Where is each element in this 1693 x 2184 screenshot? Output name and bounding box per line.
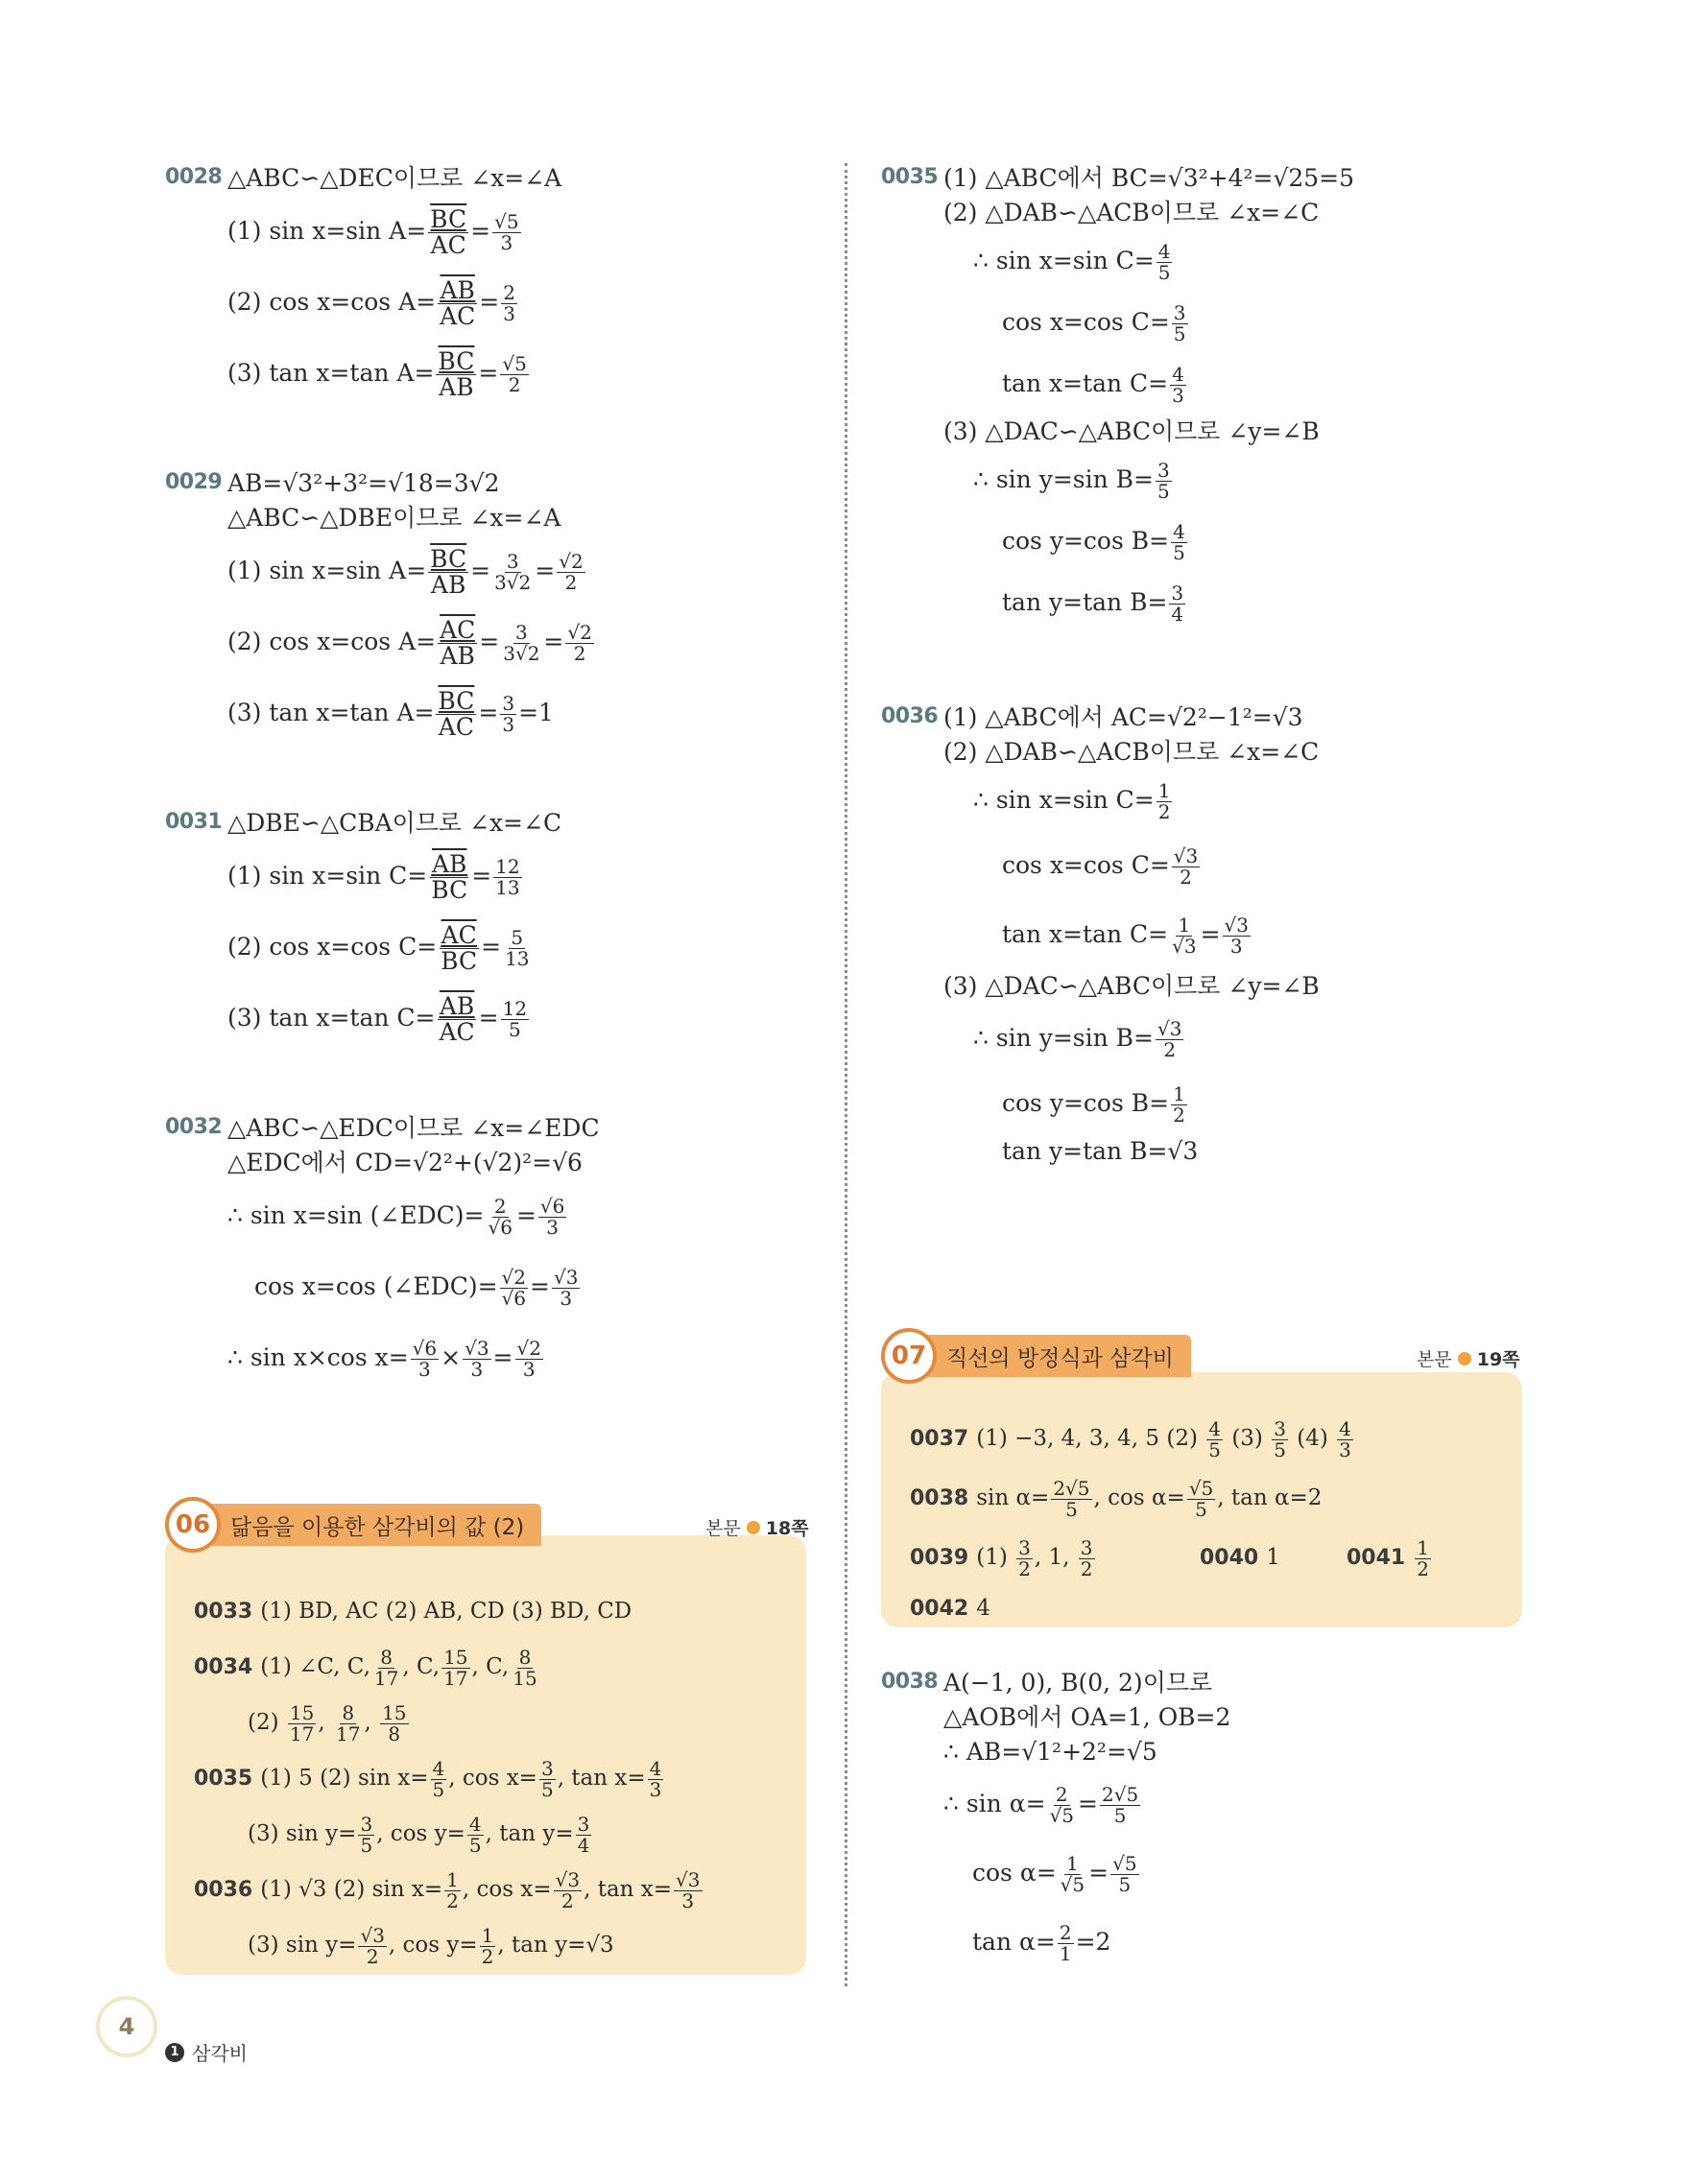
answer-row-0033: 0033 (1) BD, AC (2) AB, CD (3) BD, CD bbox=[194, 1599, 632, 1624]
solution-0028 bbox=[165, 161, 808, 409]
solution-line: △AOB에서 OA=1, OB=2 bbox=[943, 1703, 1231, 1731]
section-header-07 bbox=[881, 1330, 1191, 1382]
solution-line: cos y=cos B= $\frac{1}{2}$ bbox=[1002, 1082, 1185, 1127]
solution-line: (1) △ABC에서 BC=√3²+4²=√25=5 bbox=[943, 164, 1355, 192]
left-column bbox=[165, 161, 808, 1393]
solution-line: ∴ sin α= $\frac{2}{√5}$ = $\frac{2√5}{5}$ bbox=[943, 1783, 1139, 1827]
solution-line: ∴ sin x=sin (∠EDC)= $\frac{2}{√6}$ = $\frac{√6}{3}$ bbox=[227, 1195, 565, 1239]
solution-line: (1) sin x=sin A= $\frac{\overline{BC}}{AC}$ = $\frac{√5}{3}$ bbox=[227, 204, 519, 259]
solution-0035 bbox=[881, 161, 1534, 633]
answer-row-0034-2: (2) $\frac{15}{17}$ , $\frac{8}{17}$ , $\frac{15}{8}$ bbox=[248, 1700, 407, 1745]
solution-line: (2) cos x=cos A= $\frac{\overline{AC}}{AB}$ = $\frac{3}{3√2}$ = $\frac{√2}{2}$ bbox=[227, 615, 592, 670]
chapter-title: 삼각비 bbox=[192, 2042, 248, 2065]
solution-line: tan x=tan C= $\frac{4}{3}$ bbox=[1002, 363, 1184, 407]
solution-line: ∴ sin y=sin B= $\frac{√3}{2}$ bbox=[973, 1017, 1182, 1061]
problem-number: 0032 bbox=[165, 1115, 223, 1139]
answer-box-06 bbox=[165, 1535, 806, 1975]
solution-0038 bbox=[881, 1666, 1534, 1977]
solution-line: tan x=tan C= $\frac{1}{√3}$ = $\frac{√3}{3}$ bbox=[1002, 914, 1250, 958]
solution-line: cos α= $\frac{1}{√5}$ = $\frac{√5}{5}$ bbox=[972, 1852, 1137, 1896]
section-badge: 07 bbox=[881, 1328, 937, 1384]
solution-line: (3) △DAC∽△ABC이므로 ∠y=∠B bbox=[943, 972, 1320, 1000]
solution-line: ∴ sin x=sin C= $\frac{1}{2}$ bbox=[973, 779, 1171, 823]
solution-line: (3) tan x=tan A= $\frac{\overline{BC}}{AC}$ = $\frac{3}{3}$ =1 bbox=[227, 686, 554, 741]
page-reference: 본문 19쪽 bbox=[1417, 1349, 1520, 1370]
answer-0040: 0040 1 bbox=[1200, 1545, 1280, 1570]
solution-line: (3) tan x=tan C= $\frac{\overline{AB}}{AC}$ = $\frac{12}{5}$ bbox=[227, 991, 528, 1046]
solution-line: tan y=tan B= $\frac{3}{4}$ bbox=[1002, 582, 1184, 626]
arrow-circle-icon bbox=[1458, 1352, 1471, 1365]
problem-number: 0029 bbox=[165, 470, 223, 494]
answer-list bbox=[194, 1583, 789, 1973]
solution-line: cos x=cos (∠EDC)= $\frac{√2}{√6}$ = $\frac{√3}{3}$ bbox=[254, 1266, 579, 1310]
answer-row-0036-2: (3) sin y= $\frac{√3}{2}$ , cos y= $\frac{1}{2}$ , tan y=√3 bbox=[248, 1923, 614, 1968]
solution-line: △ABC∽△DBE이므로 ∠x=∠A bbox=[227, 504, 561, 532]
page-reference: 본문 18쪽 bbox=[705, 1518, 809, 1539]
solution-line: (1) △ABC에서 AC=√2²−1²=√3 bbox=[943, 703, 1303, 731]
answer-row-0036: 0036 (1) √3 (2) sin x= $\frac{1}{2}$ , cos x= $\frac{√3}{2}$ , tan x= $\frac{√3}{3}$ bbox=[194, 1867, 701, 1912]
solution-line: △ABC∽△EDC이므로 ∠x=∠EDC bbox=[227, 1114, 600, 1142]
solution-line: ∴ sin x×cos x= $\frac{√6}{3}$ × $\frac{√3}{3}$ = $\frac{√2}{3}$ bbox=[227, 1337, 541, 1381]
chapter-number: 1 bbox=[165, 2043, 184, 2062]
problem-number: 0038 bbox=[881, 1670, 939, 1694]
solution-line: ∴ sin y=sin B= $\frac{3}{5}$ bbox=[973, 459, 1170, 503]
solution-line: (3) tan x=tan A= $\frac{\overline{BC}}{AB}$ = $\frac{√5}{2}$ bbox=[227, 346, 527, 401]
page-number: 4 bbox=[96, 1996, 157, 2057]
column-divider bbox=[845, 163, 847, 1986]
solution-line: A(−1, 0), B(0, 2)이므로 bbox=[943, 1669, 1213, 1697]
solution-line: cos y=cos B= $\frac{4}{5}$ bbox=[1002, 520, 1185, 564]
solution-line: (1) sin x=sin A= $\frac{\overline{BC}}{AB}$ = $\frac{3}{3√2}$ = $\frac{√2}{2}$ bbox=[227, 544, 584, 599]
solution-line: △DBE∽△CBA이므로 ∠x=∠C bbox=[227, 809, 562, 837]
answer-row-0038: 0038 sin α= $\frac{2√5}{5}$ , cos α= $\frac{√5}{5}$ , tan α=2 bbox=[910, 1476, 1323, 1521]
answer-0041: 0041 $\frac{1}{2}$ bbox=[1347, 1535, 1429, 1580]
answer-box-07 bbox=[881, 1372, 1522, 1627]
answer-row-0034: 0034 (1) ∠C, C, $\frac{8}{17}$ , C, $\frac{15}{17}$ , C, $\frac{8}{15}$ bbox=[194, 1645, 537, 1690]
solution-0036 bbox=[881, 700, 1534, 1169]
solution-line: ∴ AB=√1²+2²=√5 bbox=[943, 1738, 1157, 1766]
solution-line: (2) △DAB∽△ACB이므로 ∠x=∠C bbox=[943, 199, 1320, 226]
arrow-circle-icon bbox=[747, 1521, 760, 1534]
chapter-label bbox=[165, 2038, 248, 2066]
solution-line: tan y=tan B=√3 bbox=[1002, 1137, 1199, 1165]
section-title: 직선의 방정식과 삼각비 bbox=[919, 1335, 1191, 1377]
solution-line: AB=√3²+3²=√18=3√2 bbox=[227, 469, 500, 497]
solution-0031 bbox=[165, 806, 808, 1054]
solution-0029 bbox=[165, 466, 808, 748]
solution-0032 bbox=[165, 1111, 808, 1393]
solution-line: cos x=cos C= $\frac{3}{5}$ bbox=[1002, 301, 1186, 345]
answer-row-0035: 0035 (1) 5 (2) sin x= $\frac{4}{5}$ , cos x= $\frac{3}{5}$ , tan x= $\frac{4}{3}$ bbox=[194, 1756, 662, 1801]
solution-line: (3) △DAC∽△ABC이므로 ∠y=∠B bbox=[943, 417, 1320, 445]
problem-number: 0035 bbox=[881, 165, 939, 189]
problem-number: 0036 bbox=[881, 704, 939, 728]
answer-row-0037: 0037 (1) −3, 4, 3, 4, 5 (2) $\frac{4}{5}$ (3) $\frac{3}{5}$ (4) $\frac{4}{3}$ bbox=[910, 1416, 1351, 1461]
solution-line: △EDC에서 CD=√2²+(√2)²=√6 bbox=[227, 1149, 583, 1176]
solution-line: △ABC∽△DEC이므로 ∠x=∠A bbox=[227, 164, 562, 192]
section-badge: 06 bbox=[165, 1497, 221, 1553]
solution-line: (2) △DAB∽△ACB이므로 ∠x=∠C bbox=[943, 738, 1320, 766]
solution-line: cos x=cos C= $\frac{√3}{2}$ bbox=[1002, 844, 1199, 889]
section-title: 닮음을 이용한 삼각비의 값 (2) bbox=[203, 1504, 541, 1546]
solution-line: (2) cos x=cos A= $\frac{\overline{AB}}{AC}$ = $\frac{2}{3}$ bbox=[227, 275, 515, 330]
solution-line: (2) cos x=cos C= $\frac{\overline{AC}}{BC}$ = $\frac{5}{13}$ bbox=[227, 920, 530, 975]
answer-row-0035-2: (3) sin y= $\frac{3}{5}$ , cos y= $\frac{4}{5}$ , tan y= $\frac{3}{4}$ bbox=[248, 1812, 590, 1857]
solution-line: (1) sin x=sin C= $\frac{\overline{AB}}{BC}$ = $\frac{12}{13}$ bbox=[227, 849, 520, 904]
problem-number: 0031 bbox=[165, 810, 223, 834]
problem-number: 0028 bbox=[165, 165, 223, 189]
section-header-06 bbox=[165, 1499, 541, 1551]
right-column bbox=[881, 161, 1534, 1169]
answer-row-0042: 0042 4 bbox=[910, 1596, 990, 1621]
answer-row-0039: 0039 (1) $\frac{3}{2}$ , 1, $\frac{3}{2}$ 0040 1 0041 $\frac{1}{2}$ bbox=[910, 1530, 1505, 1585]
answer-list bbox=[910, 1411, 1505, 1631]
solution-line: ∴ sin x=sin C= $\frac{4}{5}$ bbox=[973, 240, 1171, 284]
solution-line: tan α= $\frac{2}{1}$ =2 bbox=[972, 1921, 1111, 1965]
